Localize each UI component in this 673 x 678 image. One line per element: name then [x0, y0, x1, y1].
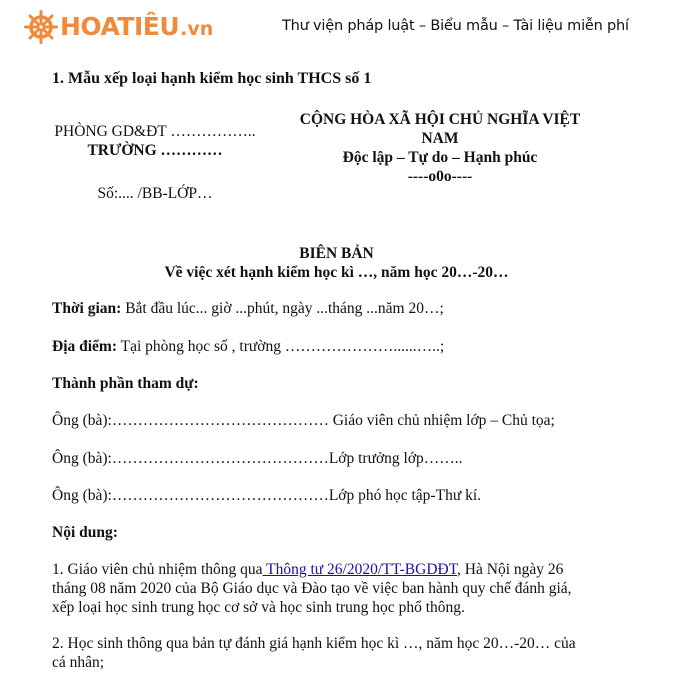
logo-text: HOATIÊU — [60, 12, 180, 41]
school-line: TRƯỜNG ………… — [87, 142, 223, 159]
issuing-office-header — [30, 122, 280, 160]
logo-suffix: .vn — [180, 17, 214, 40]
site-header — [0, 0, 673, 56]
time-field — [52, 299, 612, 318]
department-line: PHÒNG GD&ĐT …………….. — [54, 123, 256, 140]
document-number: Số:.... /BB-LỚP… — [97, 185, 213, 202]
site-tagline: Thư viện pháp luật – Biểu mẫu – Tài liệu miễn phí — [282, 18, 629, 34]
location-field — [52, 337, 612, 356]
item1-text-after: , Hà Nội ngày 26 — [457, 561, 564, 578]
attendee-row: Ông (bà):……………………………………Lớp phó học tập-Thư kí. — [52, 487, 482, 504]
item2-line1: 2. Học sinh thông qua bản tự đánh giá hạnh kiểm học kì …, năm học 20…-20… của — [52, 635, 576, 652]
document-title: BIÊN BẢN — [299, 245, 374, 262]
content-item-1 — [52, 560, 612, 617]
country-name-line1: CỘNG HÒA XÃ HỘI CHỦ NGHĨA VIỆT — [299, 111, 581, 128]
ship-wheel-icon — [24, 10, 58, 44]
motto-divider: ----o0o---- — [407, 168, 473, 185]
circular-link[interactable]: Thông tư 26/2020/TT-BGDĐT — [262, 561, 458, 578]
section-title: 1. Mẫu xếp loại hạnh kiểm học sinh THCS số 1 — [52, 70, 372, 87]
item2-line2: cá nhân; — [52, 654, 105, 671]
time-label: Thời gian: — [52, 300, 122, 317]
time-value: Bắt đầu lúc... giờ ...phút, ngày ...tháng ...năm 20…; — [121, 300, 444, 317]
country-name-line2: NAM — [421, 130, 459, 147]
item1-line3: xếp loại học sinh trung học cơ sở và học sinh trung học phổ thông. — [52, 599, 465, 616]
national-motto-header — [280, 110, 600, 186]
attendees-heading: Thành phần tham dự: — [52, 375, 199, 392]
item1-text: 1. Giáo viên chủ nhiệm thông qua — [52, 561, 263, 578]
attendee-row: Ông (bà):……………………………………Lớp trưởng lớp…….. — [52, 450, 463, 467]
document-title-block — [0, 244, 673, 282]
document-subtitle: Về việc xét hạnh kiểm học kì …, năm học 20…-20… — [164, 264, 509, 281]
location-value: Tại phòng học số , trường …………………......…..; — [117, 338, 445, 355]
site-logo[interactable] — [24, 9, 213, 45]
item1-line2: tháng 08 năm 2020 của Bộ Giáo dục và Đào tạo về việc ban hành quy chế đánh giá, — [52, 580, 572, 597]
content-item-2 — [52, 634, 612, 672]
location-label: Địa điểm: — [52, 338, 118, 355]
motto: Độc lập – Tự do – Hạnh phúc — [342, 149, 538, 166]
content-heading: Nội dung: — [52, 524, 118, 541]
attendee-row: Ông (bà):…………………………………… Giáo viên chủ nhiệm lớp – Chủ tọa; — [52, 412, 555, 429]
